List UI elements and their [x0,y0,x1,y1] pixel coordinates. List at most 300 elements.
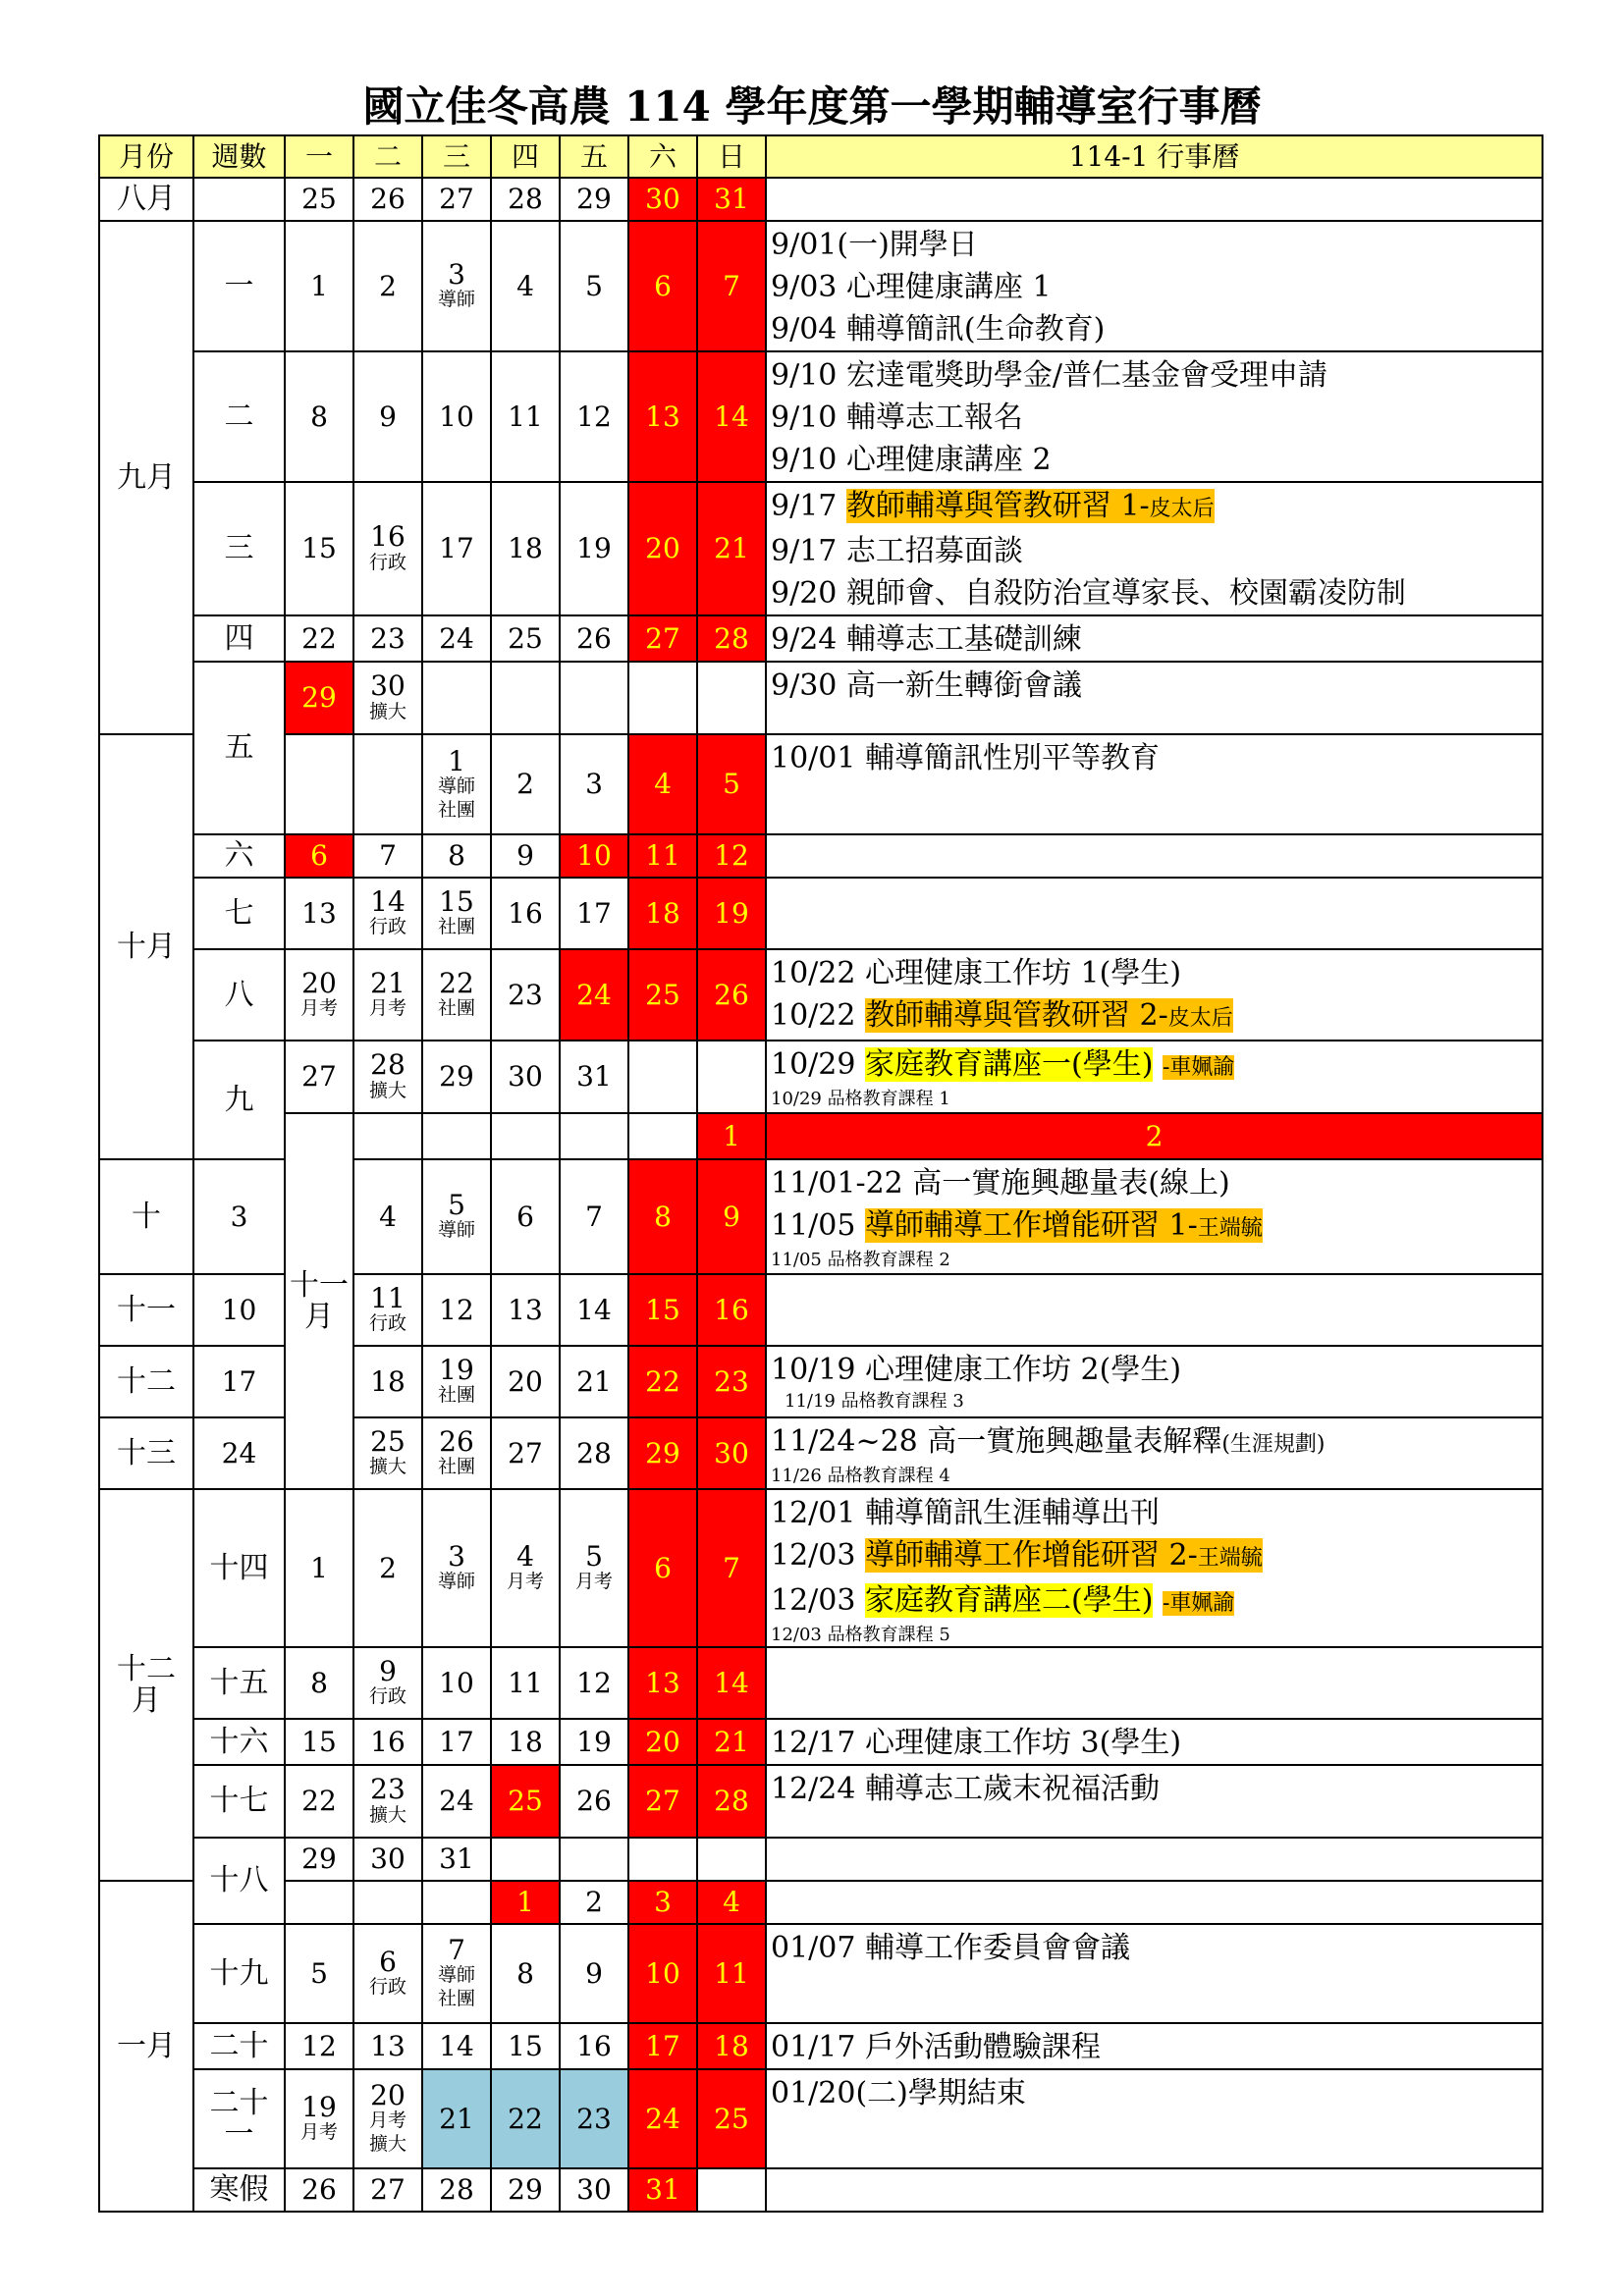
day-note: 擴大 [368,2133,406,2156]
holiday-cell: 24 [560,949,628,1041]
holiday-cell: 25 [697,2069,766,2168]
event-highlight [865,1208,1263,1243]
event-date: 11/05 [771,1208,865,1243]
day-cell [422,662,491,734]
day-cell: 19 [560,482,628,615]
event-highlight [846,489,1215,523]
day-cell [422,1113,491,1159]
day-cell: 3 [560,734,628,834]
event-cell [766,878,1543,949]
day-cell: 27 [491,1417,560,1489]
event-highlight: 家庭教育講座二(學生) [865,1583,1154,1618]
month-dec-line2: 月 [132,1682,161,1718]
table-row [99,734,1543,834]
table-row [99,351,1543,482]
header-day-sat: 六 [628,135,697,178]
event-note: 11/26 品格教育課程 4 [771,1466,950,1486]
day-cell: 18 [491,482,560,615]
event-item: 10/01 輔導簡訊性別平等教育 [771,741,1160,775]
day-note: 月考 [299,997,338,1020]
month-dec-line1: 十二 [117,1652,176,1686]
day-number: 16 [370,520,406,554]
holiday-cell: 27 [628,615,697,662]
day-cell [491,1489,560,1647]
day-cell [491,1113,560,1159]
table-row [99,1719,1543,1765]
event-highlight [865,998,1233,1033]
day-note: 月考 [506,1571,544,1593]
holiday-cell: 15 [628,1274,697,1346]
event-item: 12/17 心理健康工作坊 3(學生) [771,1726,1182,1760]
table-row [99,1041,1543,1113]
month-nov-line2: 月 [304,1299,334,1334]
day-cell: 24 [422,1765,491,1838]
day-cell: 17 [193,1346,285,1417]
holiday-cell: 31 [697,178,766,221]
day-note: 月考 [368,2109,406,2132]
day-cell [422,734,491,834]
holiday-cell: 27 [628,1765,697,1838]
day-cell [697,1838,766,1881]
event-item: 11/01-22 高一實施興趣量表(線上) [771,1166,1230,1201]
holiday-cell: 20 [628,1719,697,1765]
day-cell: 9 [491,834,560,878]
day-cell [422,878,491,949]
day-cell: 17 [422,482,491,615]
week-17: 十七 [193,1765,285,1838]
week-8: 八 [193,949,285,1041]
day-cell: 29 [560,178,628,221]
day-cell: 2 [353,221,422,351]
week-cell [193,178,285,221]
week-9: 九 [193,1041,285,1159]
event-date: 10/29 [771,1047,865,1082]
event-person: -車姵諭 [1162,1055,1235,1080]
month-sep: 九月 [99,221,193,734]
event-item: 9/30 高一新生轉銜會議 [771,668,1082,703]
holiday-cell: 6 [628,221,697,351]
holiday-cell: 25 [491,1765,560,1838]
day-number: 6 [379,1945,397,1978]
event-date: 10/22 [771,998,865,1033]
holiday-cell: 10 [628,1924,697,2023]
day-cell: 7 [560,1159,628,1274]
day-cell [353,949,422,1041]
day-cell: 12 [560,351,628,482]
day-cell [422,1159,491,1274]
holiday-cell: 7 [697,221,766,351]
table-row [99,1838,1543,1881]
week-15: 十五 [193,1647,285,1719]
day-cell: 10 [422,351,491,482]
event-cell [766,2069,1543,2168]
day-cell: 16 [353,1719,422,1765]
day-number: 19 [301,2090,337,2123]
holiday-cell: 16 [697,1274,766,1346]
day-cell: 8 [285,351,353,482]
holiday-cell: 6 [628,1489,697,1647]
month-oct: 十月 [99,734,193,1159]
event-text: 教師輔導與管教研習 1- [845,489,1150,523]
event-person: -車姵諭 [1162,1591,1235,1616]
day-cell: 15 [491,2023,560,2069]
event-item: 10/22 心理健康工作坊 1(學生) [771,956,1182,990]
event-cell [766,1489,1543,1647]
day-note: 社團 [437,1384,475,1407]
header-month: 月份 [99,135,193,178]
day-cell: 16 [491,878,560,949]
holiday-cell: 12 [697,834,766,878]
day-cell: 28 [422,2168,491,2212]
event-note: 12/03 品格教育課程 5 [771,1625,950,1645]
event-text: 11/24~28 高一實施興趣量表解釋 [771,1424,1222,1459]
week-6: 六 [193,834,285,878]
day-note: 社團 [437,1988,475,2010]
day-cell: 9 [560,1924,628,2023]
day-cell: 23 [491,949,560,1041]
day-note: 行政 [368,916,406,938]
day-cell [285,1881,353,1924]
day-cell: 29 [422,1041,491,1113]
day-note: 擴大 [368,1456,406,1478]
day-cell [422,221,491,351]
event-date: 12/03 [771,1538,865,1573]
event-item: 9/04 輔導簡訊(生命教育) [771,312,1106,347]
day-cell: 23 [353,615,422,662]
day-cell: 14 [422,2023,491,2069]
day-cell: 26 [353,178,422,221]
day-cell: 27 [422,178,491,221]
day-cell: 22 [285,1765,353,1838]
day-cell [697,662,766,734]
day-cell: 26 [560,615,628,662]
day-number: 9 [379,1654,397,1687]
event-cell [766,1274,1543,1346]
day-cell [353,1274,422,1346]
event-item: 01/17 戶外活動體驗課程 [771,2030,1101,2064]
day-cell [285,734,353,834]
header-week: 週數 [193,135,285,178]
week-13: 十三 [99,1417,193,1489]
day-cell: 18 [491,1719,560,1765]
day-cell: 10 [193,1274,285,1346]
event-cell [766,2168,1543,2212]
event-cell [766,2023,1543,2069]
month-jan: 一月 [99,1881,193,2212]
day-cell: 13 [285,878,353,949]
header-day-thu: 四 [491,135,560,178]
event-text: 教師輔導與管教研習 2- [865,998,1168,1033]
day-cell [422,1489,491,1647]
day-cell [628,662,697,734]
event-cell [766,1765,1543,1838]
day-cell [628,1113,697,1159]
day-cell [353,1765,422,1838]
day-cell: 1 [285,221,353,351]
week-2: 二 [193,351,285,482]
table-row [99,482,1543,615]
day-cell: 12 [285,2023,353,2069]
holiday-cell: 4 [697,1881,766,1924]
day-cell [560,1838,628,1881]
day-cell: 7 [353,834,422,878]
day-cell: 11 [491,1647,560,1719]
day-number: 25 [370,1424,406,1458]
event-cell [766,615,1543,662]
day-cell: 5 [560,221,628,351]
event-item: 9/01(一)開學日 [771,228,978,262]
event-item: 12/24 輔導志工歲末祝福活動 [771,1772,1160,1806]
day-cell: 31 [422,1838,491,1881]
event-cell [766,734,1543,834]
month-nov [285,1113,353,1489]
day-cell [353,482,422,615]
day-cell: 24 [193,1417,285,1489]
holiday-cell: 20 [628,482,697,615]
day-number: 20 [301,966,337,999]
day-number: 23 [370,1773,406,1806]
day-cell: 27 [353,2168,422,2212]
day-note: 擴大 [368,700,406,722]
week-12: 十二 [99,1346,193,1417]
day-number: 7 [448,1934,465,1967]
day-note: 月考 [299,2121,338,2144]
day-cell [697,2168,766,2212]
holiday-cell: 29 [628,1417,697,1489]
holiday-cell: 14 [697,351,766,482]
event-item: 9/10 心理健康講座 2 [771,443,1052,477]
day-cell: 19 [560,1719,628,1765]
week-5: 五 [193,662,285,834]
day-number: 22 [439,966,474,999]
event-item: 9/03 心理健康講座 1 [771,270,1052,304]
header-day-tue: 二 [353,135,422,178]
exam-day-cell: 22 [491,2069,560,2168]
event-item [771,1420,1538,1466]
day-cell: 24 [422,615,491,662]
day-cell: 6 [491,1159,560,1274]
day-cell: 9 [353,351,422,482]
event-highlight [865,1538,1263,1573]
day-cell [353,1113,422,1159]
table-row [99,1765,1543,1838]
day-cell: 8 [422,834,491,878]
header-day-wed: 三 [422,135,491,178]
event-text: 導師輔導工作增能研習 2- [865,1538,1198,1573]
event-note: 10/29 品格教育課程 1 [771,1089,950,1109]
day-note: 擴大 [368,1803,406,1826]
table-row [99,662,1543,734]
day-note: 導師 [437,1964,475,1987]
day-cell [353,662,422,734]
day-number: 1 [448,744,465,777]
day-cell: 16 [560,2023,628,2069]
holiday-cell: 9 [697,1159,766,1274]
event-item [771,1534,1538,1579]
header-row [99,135,1543,178]
event-cell [766,1719,1543,1765]
day-note: 導師 [437,289,475,311]
holiday-cell: 10 [560,834,628,878]
day-cell: 21 [560,1346,628,1417]
day-number: 21 [370,966,406,999]
day-cell [560,662,628,734]
event-cell [766,178,1543,221]
day-number: 3 [448,257,465,291]
day-cell: 15 [285,482,353,615]
event-cell [766,1346,1543,1417]
week-7: 七 [193,878,285,949]
holiday-cell: 1 [697,1113,766,1159]
day-number: 20 [370,2079,406,2112]
holiday-cell: 11 [628,834,697,878]
event-note: 11/19 品格教育課程 3 [785,1391,964,1412]
day-cell: 8 [491,1924,560,2023]
day-cell: 26 [560,1765,628,1838]
day-cell: 15 [285,1719,353,1765]
day-cell: 17 [422,1719,491,1765]
day-cell [560,1489,628,1647]
event-item [771,994,1538,1040]
day-cell [353,734,422,834]
event-highlight: 家庭教育講座一(學生) [865,1047,1154,1082]
event-item [771,1579,1538,1625]
day-number: 5 [448,1188,465,1221]
day-cell: 14 [560,1274,628,1346]
holiday-cell: 21 [697,482,766,615]
day-note: 社團 [437,1456,475,1478]
day-cell: 30 [491,1041,560,1113]
holiday-cell: 1 [491,1881,560,1924]
day-cell: 8 [285,1647,353,1719]
table-row [99,2023,1543,2069]
day-cell: 28 [491,178,560,221]
day-cell: 30 [560,2168,628,2212]
holiday-cell: 18 [697,2023,766,2069]
header-events: 114-1 行事曆 [766,135,1543,178]
day-number: 14 [370,884,406,918]
day-cell [285,949,353,1041]
day-cell: 26 [285,2168,353,2212]
day-cell: 11 [491,351,560,482]
table-row [99,2069,1543,2168]
month-dec [99,1489,193,1881]
day-note: 導師 [437,774,475,797]
month-nov-line1: 十一 [290,1268,349,1303]
day-number: 30 [370,669,406,703]
day-cell: 12 [422,1274,491,1346]
day-cell: 5 [285,1924,353,2023]
holiday-cell: 25 [628,949,697,1041]
day-cell [560,1113,628,1159]
day-note: 月考 [368,997,406,1020]
day-note: 社團 [437,916,475,938]
table-row [99,178,1543,221]
day-note: 月考 [574,1571,613,1593]
event-text: 導師輔導工作增能研習 1- [865,1208,1198,1243]
holiday-cell: 13 [628,351,697,482]
day-cell [353,1041,422,1113]
day-note: 社團 [437,798,475,821]
day-cell: 1 [285,1489,353,1647]
table-row [99,1489,1543,1647]
day-number: 26 [439,1424,474,1458]
holiday-cell: 5 [697,734,766,834]
event-person: 王端毓 [1197,1546,1263,1571]
day-cell: 10 [422,1647,491,1719]
holiday-cell: 18 [628,878,697,949]
week-4: 四 [193,615,285,662]
week-winter: 寒假 [193,2168,285,2212]
event-item: 10/19 心理健康工作坊 2(學生) [771,1353,1182,1387]
day-cell [285,2069,353,2168]
day-cell: 25 [285,178,353,221]
day-cell: 17 [560,878,628,949]
holiday-cell: 8 [628,1159,697,1274]
event-cell [766,662,1543,734]
event-item: 01/20(二)學期結束 [771,2076,1026,2110]
day-number: 4 [516,1539,534,1573]
day-cell [422,1417,491,1489]
table-row [99,1881,1543,1924]
event-cell [766,351,1543,482]
event-item: 9/17 志工招募面談 [771,534,1023,568]
day-cell [422,1924,491,2023]
day-cell [697,1041,766,1113]
day-number: 11 [370,1281,406,1314]
day-number: 3 [448,1539,465,1573]
day-number: 15 [439,884,474,918]
event-item [771,1204,1538,1250]
holiday-cell: 28 [697,615,766,662]
holiday-cell: 23 [697,1346,766,1417]
day-note: 擴大 [368,1079,406,1101]
day-cell: 13 [491,1274,560,1346]
day-note: 行政 [368,1976,406,1999]
table-row [99,221,1543,351]
day-note: 導師 [437,1571,475,1593]
event-cell [766,221,1543,351]
day-note: 行政 [368,551,406,573]
day-number: 28 [370,1048,406,1082]
day-cell: 28 [560,1417,628,1489]
exam-day-cell: 23 [560,2069,628,2168]
week-1: 一 [193,221,285,351]
event-cell [766,834,1543,878]
holiday-cell: 30 [628,178,697,221]
event-cell [766,1881,1543,1924]
day-cell: 22 [285,615,353,662]
week-16: 十六 [193,1719,285,1765]
day-cell [422,1881,491,1924]
holiday-cell: 6 [285,834,353,878]
header-day-mon: 一 [285,135,353,178]
event-item: 12/01 輔導簡訊生涯輔導出刊 [771,1496,1160,1530]
holiday-cell: 22 [628,1346,697,1417]
day-cell: 18 [353,1346,422,1417]
event-paren: (生涯規劃) [1221,1432,1326,1457]
event-item [771,485,1538,530]
day-cell: 3 [193,1159,285,1274]
holiday-cell: 28 [697,1765,766,1838]
holiday-cell: 3 [628,1881,697,1924]
table-row [99,1647,1543,1719]
event-item: 9/10 宏達電獎助學金/普仁基金會受理申請 [771,358,1328,393]
holiday-cell: 19 [697,878,766,949]
week-20: 二十 [193,2023,285,2069]
day-cell: 30 [353,1838,422,1881]
event-person: 皮太后 [1167,1006,1233,1031]
